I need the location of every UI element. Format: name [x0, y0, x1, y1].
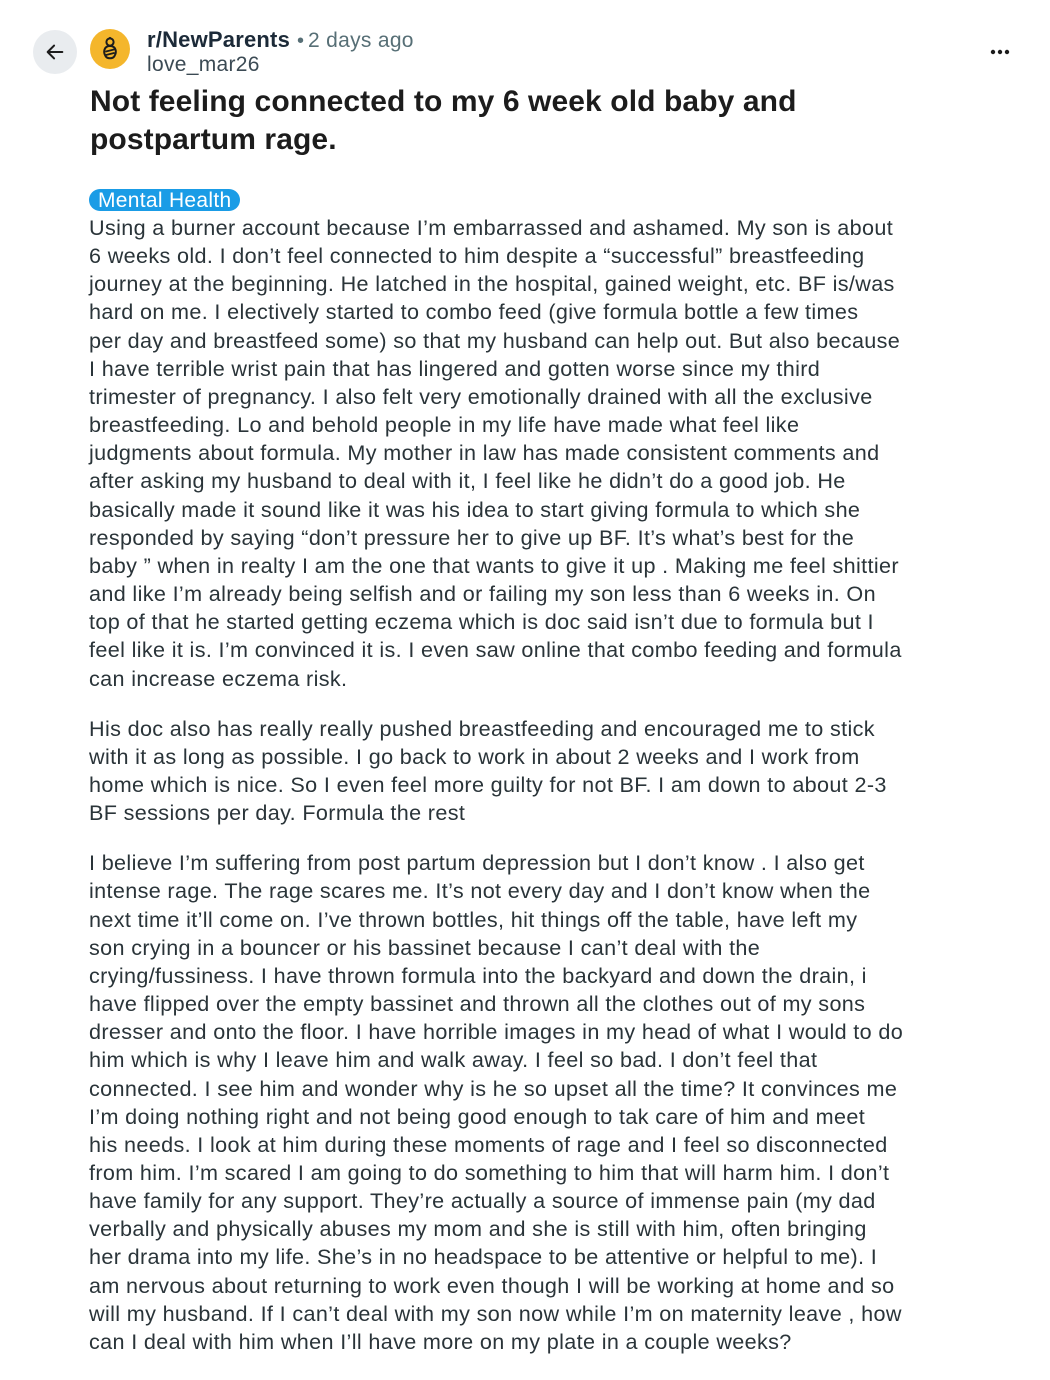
body-line: her drama into my life. She’s in no headspace to be attentive or helpful to me). I	[89, 1244, 878, 1270]
baby-icon	[97, 36, 123, 62]
post-title-line: Not feeling connected to my 6 week old baby and	[90, 85, 797, 118]
body-line: journey at the beginning. He latched in the hospital, gained weight, etc. BF is/was	[89, 271, 895, 297]
subreddit-avatar[interactable]	[90, 29, 130, 69]
body-line: with it as long as possible. I go back to work in about 2 weeks and I work from	[89, 743, 860, 769]
body-line: son crying in a bouncer or his bassinet because I can’t deal with the	[89, 934, 761, 960]
post-meta	[147, 27, 414, 78]
body-line: hard on me. I electively started to combo feed (give formula bottle a few times	[89, 299, 859, 325]
body-line: His doc also has really really pushed breastfeeding and encouraged me to stick	[89, 715, 875, 741]
body-line: I believe I’m suffering from post partum depression but I don’t know . I also get	[89, 850, 865, 876]
post-flair[interactable]: Mental Health	[89, 189, 240, 211]
body-line: intense rage. The rage scares me. It’s not every day and I don’t know when the	[89, 878, 871, 904]
body-paragraph	[89, 715, 1029, 828]
body-line: dresser and onto the floor. I have horrible images in my head of what I would to do	[89, 1019, 904, 1045]
body-line: breastfeeding. Lo and behold people in my life have made what feel like	[89, 412, 800, 438]
body-line: verbally and physically abuses my mom and she is still with him, often bringing	[89, 1216, 867, 1242]
post-body	[89, 214, 1029, 1378]
post-header	[0, 0, 1050, 80]
body-line: his needs. I look at him during these moments of rage and I feel so disconnected	[89, 1131, 888, 1157]
body-line: BF sessions per day. Formula the rest	[89, 800, 466, 826]
body-line: connected. I see him and wonder why is he so upset all the time? It convinces me	[89, 1075, 898, 1101]
body-line: 6 weeks old. I don’t feel connected to him despite a “successful” breastfeeding	[89, 243, 865, 269]
body-line: I have terrible wrist pain that has lingered and gotten worse since my third	[89, 355, 821, 381]
meta-separator: •	[297, 30, 305, 52]
body-line: will my husband. If I can’t deal with my son now while I’m on maternity leave , how	[89, 1300, 902, 1326]
post-time: 2 days ago	[308, 29, 414, 52]
body-line: trimester of pregnancy. I also felt very emotionally drained with all the exclusive	[89, 383, 873, 409]
author-username[interactable]: love_mar26	[147, 53, 260, 76]
body-line: have family for any support. They’re actually a source of immense pain (my dad	[89, 1188, 876, 1214]
post-title-line: postpartum rage.	[90, 123, 337, 156]
subreddit-name[interactable]: r/NewParents	[147, 27, 291, 52]
post-title	[90, 83, 990, 159]
body-line: from him. I’m scared I am going to do something to him that will harm him. I don’t	[89, 1160, 890, 1185]
body-line: have flipped over the empty bassinet and thrown all the clothes out of my sons	[89, 991, 866, 1017]
body-line: can I deal with him when I’ll have more on my plate in a couple weeks?	[89, 1328, 792, 1354]
body-line: after asking my husband to deal with it, I feel like he didn’t do a good job. He	[89, 468, 846, 494]
more-options-button[interactable]	[984, 38, 1016, 66]
body-line: next time it’ll come on. I’ve thrown bottles, hit things off the table, have left my	[89, 906, 858, 932]
body-line: can increase eczema risk.	[89, 665, 348, 691]
body-line: crying/fussiness. I have thrown formula into the backyard and down the drain, i	[89, 962, 867, 988]
body-paragraph	[89, 214, 1029, 693]
more-horizontal-icon	[990, 49, 1010, 55]
body-line: I’m doing nothing right and not being good enough to tak care of him and meet	[89, 1103, 866, 1129]
body-paragraph	[89, 849, 1029, 1356]
body-line: judgments about formula. My mother in law has made consistent comments and	[89, 440, 880, 466]
body-line: baby ” when in realty I am the one that wants to give it up . Making me feel shittier	[89, 552, 899, 578]
back-button[interactable]	[33, 30, 77, 74]
body-line: top of that he started getting eczema which is doc said isn’t due to formula but I	[89, 609, 874, 635]
body-line: responded by saying “don’t pressure her to give up BF. It’s what’s best for the	[89, 524, 855, 550]
body-line: feel like it is. I’m convinced it is. I even saw online that combo feeding and formula	[89, 637, 902, 663]
body-line: Using a burner account because I’m embarrassed and ashamed. My son is about	[89, 215, 894, 240]
body-line: am nervous about returning to work even though I will be working at home and so	[89, 1272, 895, 1298]
body-line: him which is why I leave him and walk away. I feel so bad. I don’t feel that	[89, 1047, 818, 1073]
body-line: and like I’m already being selfish and or failing my son less than 6 weeks in. On	[89, 581, 876, 607]
body-line: home which is nice. So I even feel more guilty for not BF. I am down to about 2-3	[89, 771, 887, 797]
body-line: basically made it sound like it was his idea to start giving formula to which she	[89, 496, 861, 522]
body-line: per day and breastfeed some) so that my husband can help out. But also because	[89, 327, 901, 353]
arrow-left-icon	[44, 41, 66, 63]
